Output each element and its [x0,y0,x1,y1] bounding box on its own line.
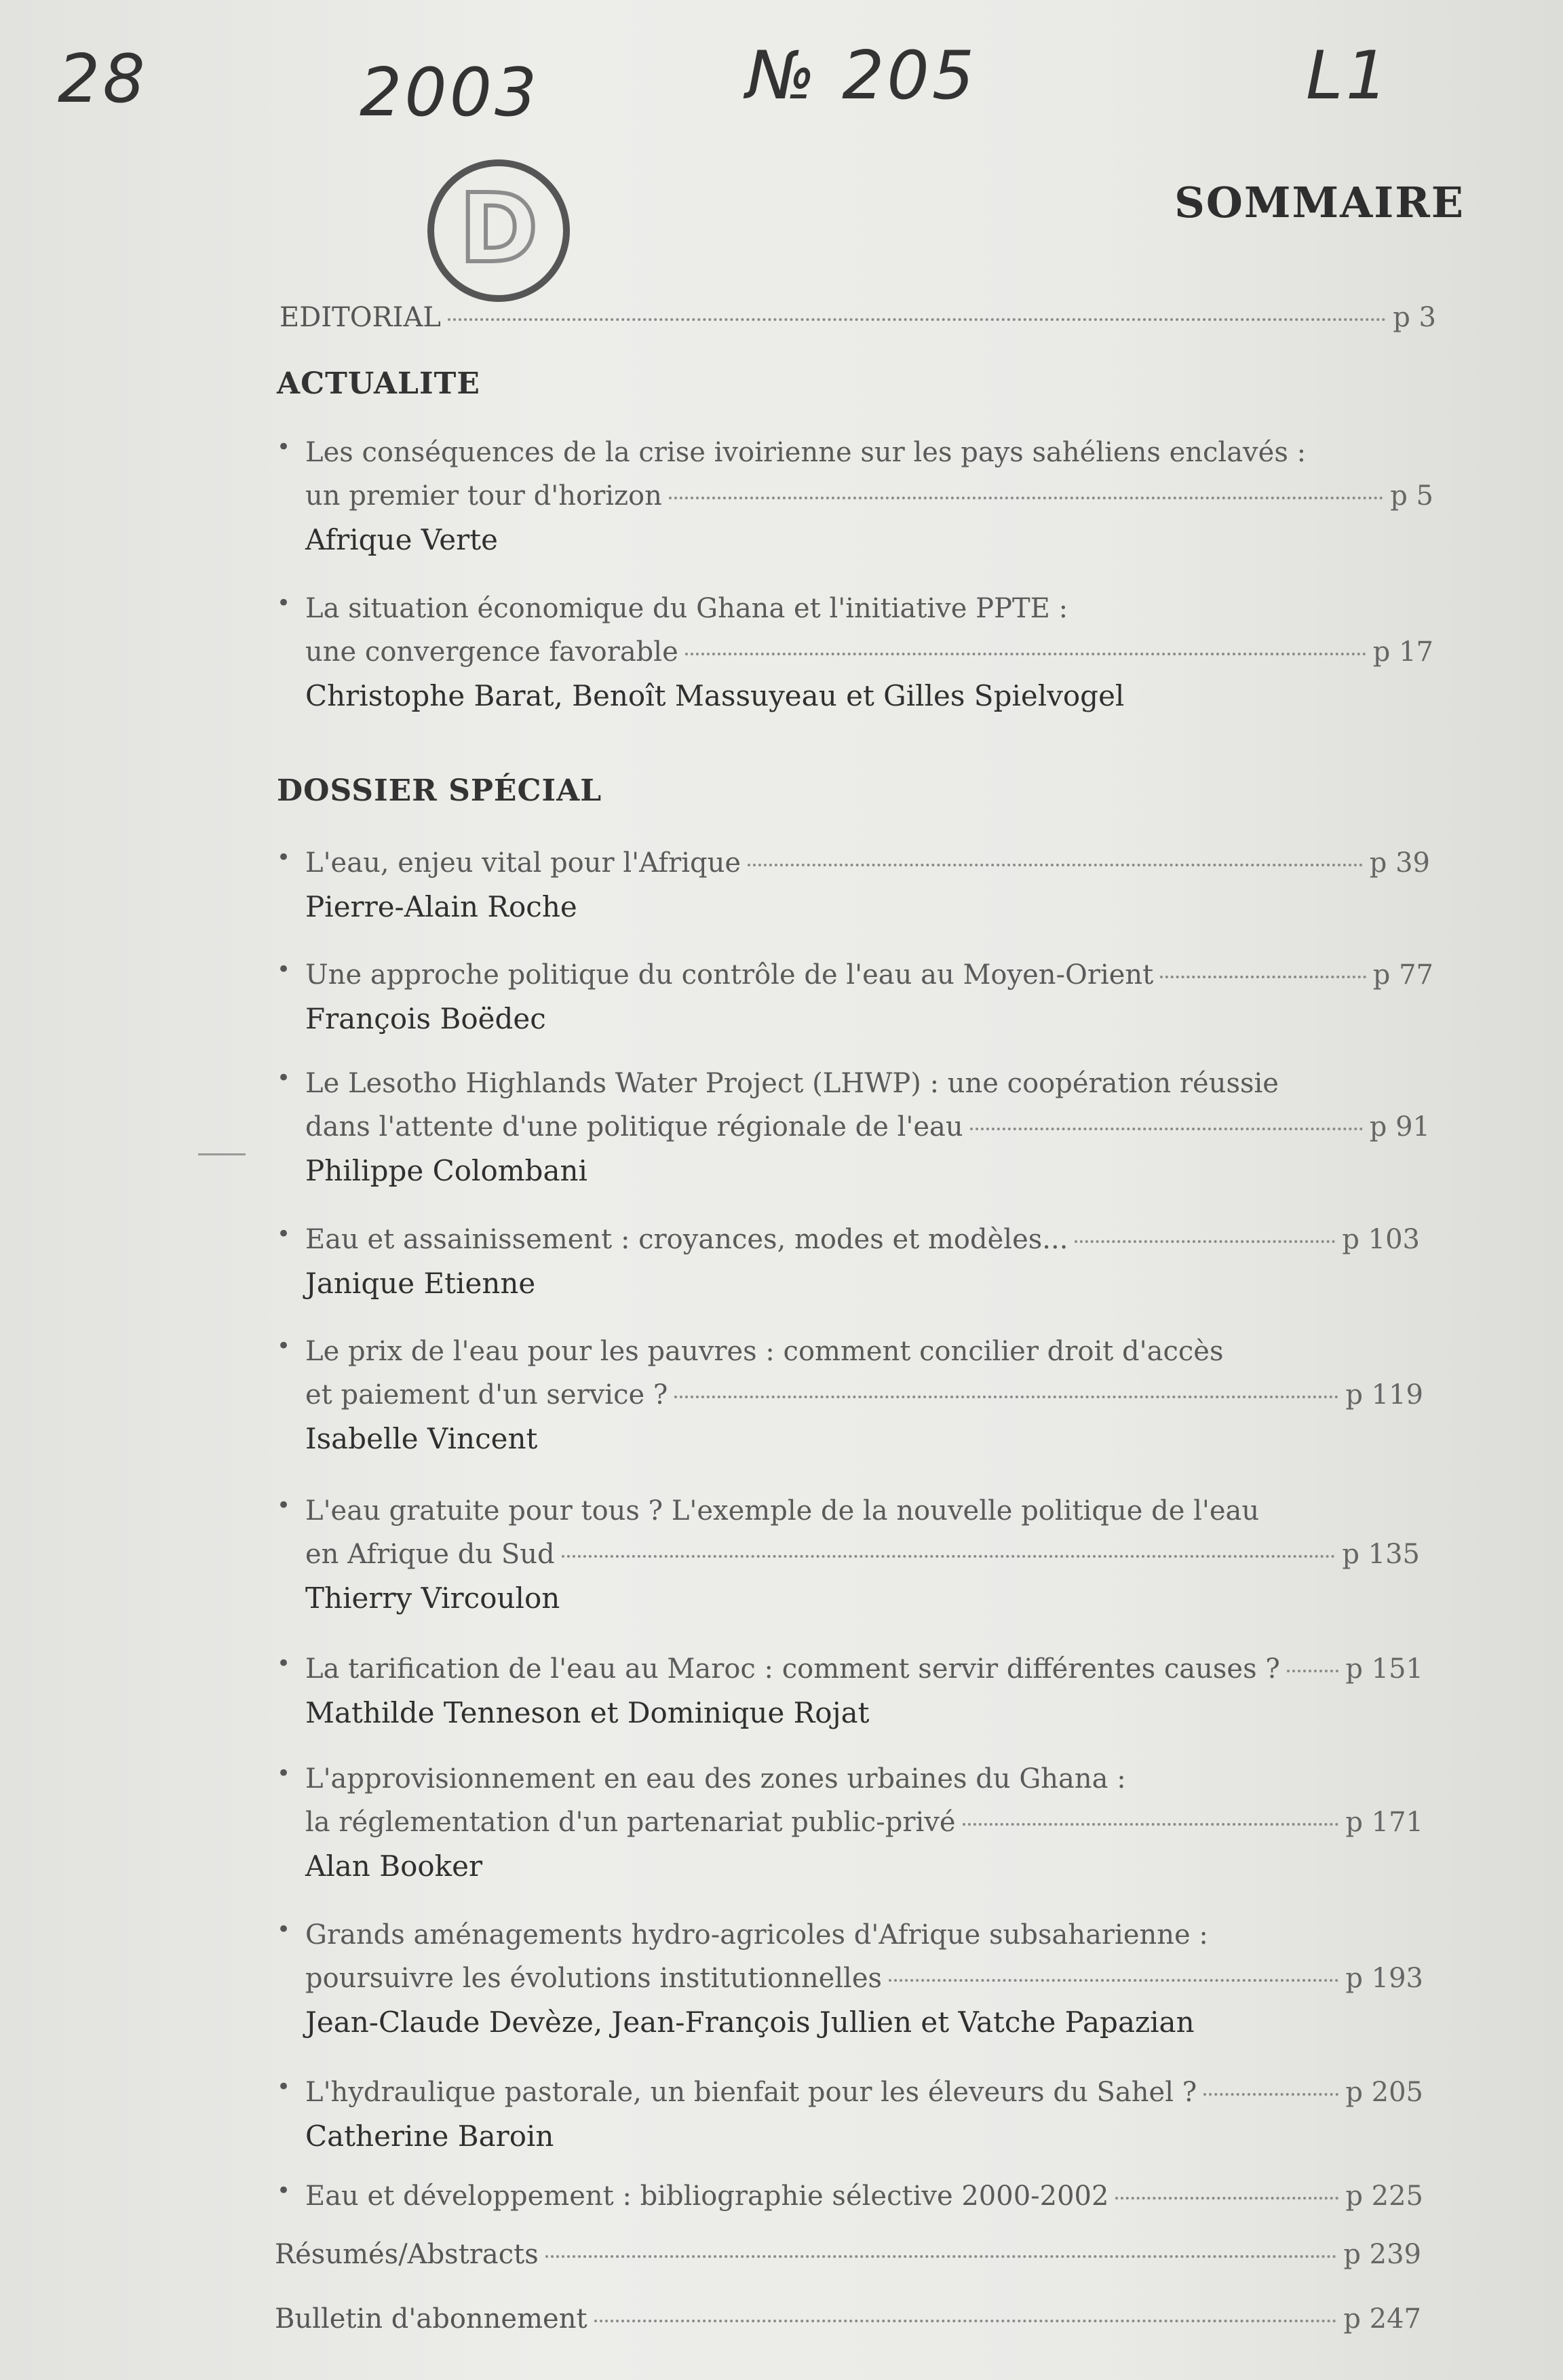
bullet-icon: • [277,1221,291,1248]
page-number: p 225 [1345,2181,1423,2212]
toc-entry[interactable] [277,1489,1420,1621]
toc-entry[interactable] [277,1913,1423,2045]
entry-title-line: Grands aménagements hydro-agricoles d'Afrique subsaharienne : [305,1919,1208,1951]
dot-leader [1287,1670,1339,1672]
page-title: SOMMAIRE [1174,178,1465,227]
bullet-icon: • [277,1760,291,1787]
entry-title-text: Eau et assainissement : croyances, modes et modèles... [305,1224,1068,1255]
dot-leader [1075,1240,1335,1243]
toc-entry[interactable] [277,1218,1420,1306]
entry-author: Alan Booker [305,1849,483,1883]
entry-title-line-with-page [277,630,1433,674]
entry-title-text: une convergence favorable [305,636,678,668]
toc-footer-entry[interactable] [275,2303,1421,2335]
section-heading-actualite: ACTUALITE [277,366,480,401]
entry-title-line-with-page [277,1533,1420,1576]
bullet-icon: • [277,2177,291,2204]
toc-label: Bulletin d'abonnement [275,2303,587,2335]
entry-title-text: Eau et développement : bibliographie sélective 2000-2002 [305,2181,1109,2212]
entry-title-line: L'approvisionnement en eau des zones urbaines du Ghana : [305,1763,1126,1794]
bullet-icon: • [277,1332,291,1360]
toc-footer-entry[interactable] [275,2239,1421,2270]
page-number: p 5 [1390,480,1433,512]
entry-author: Philippe Colombani [305,1154,587,1187]
dot-leader [963,1823,1339,1826]
entry-title-line-with-page [277,2071,1423,2114]
entry-title-line-with-page [277,1647,1423,1691]
entry-title-line: Le Lesotho Highlands Water Project (LHWP) : une coopération réussie [305,1068,1279,1099]
dot-leader [669,497,1383,499]
dot-leader [1160,976,1366,978]
toc-entry[interactable] [277,431,1433,562]
handwritten-shelf-mark: L1 [1306,37,1391,115]
entry-author: Janique Etienne [305,1267,536,1300]
toc-editorial[interactable] [279,302,1436,333]
page-number: p 17 [1372,636,1433,668]
entry-author: Catherine Baroin [305,2119,554,2153]
entry-title-text: poursuivre les évolutions institutionnelles [305,1963,883,1994]
handwritten-issue: № 205 [746,37,978,115]
stamp-letter: D [459,174,539,284]
entry-title-line: La situation économique du Ghana et l'initiative PPTE : [305,593,1068,624]
toc-entry[interactable] [277,1062,1430,1193]
bullet-icon: • [277,956,291,983]
entry-title-line: Les conséquences de la crise ivoirienne sur les pays sahéliens enclavés : [305,437,1307,468]
toc-entry[interactable] [277,587,1433,718]
library-stamp-icon [421,153,577,309]
entry-title-line-with-page [277,1218,1420,1261]
entry-title-line-with-page [277,1373,1423,1417]
dot-leader [562,1555,1336,1558]
entry-title-text: L'eau, enjeu vital pour l'Afrique [305,847,741,879]
toc-label: Résumés/Abstracts [275,2239,539,2270]
section-heading-dossier: DOSSIER SPÉCIAL [277,773,602,808]
page-number: p 205 [1345,2077,1423,2108]
page-number: p 193 [1345,1963,1423,1994]
entry-title-text: Une approche politique du contrôle de l'eau au Moyen-Orient [305,959,1154,991]
dot-leader [1115,2197,1338,2200]
entry-author: Jean-Claude Devèze, Jean-François Jullien et Vatche Papazian [305,2005,1195,2039]
dot-leader [748,864,1363,866]
page-number: p 135 [1342,1539,1420,1570]
toc-entry[interactable] [277,953,1433,1041]
entry-title-text: L'hydraulique pastorale, un bienfait pour les éleveurs du Sahel ? [305,2077,1197,2108]
bullet-icon: • [277,844,291,871]
toc-entry[interactable] [277,841,1430,929]
entry-title-line-with-page [277,474,1433,518]
toc-entry[interactable] [277,1330,1423,1461]
entry-title-text: en Afrique du Sud [305,1539,555,1570]
toc-label: EDITORIAL [279,302,441,333]
bullet-icon: • [277,1064,291,1092]
bullet-icon: • [277,1650,291,1677]
page-number: p 119 [1345,1379,1423,1410]
entry-title-text: dans l'attente d'une politique régionale de l'eau [305,1111,963,1143]
entry-title-line-with-page [277,841,1430,885]
margin-mark [198,1153,246,1155]
toc-entry[interactable] [277,2071,1423,2159]
entry-author: Mathilde Tenneson et Dominique Rojat [305,1696,870,1729]
entry-author: Thierry Vircoulon [305,1581,560,1615]
entry-title-line-with-page [277,2174,1423,2218]
entry-author: Christophe Barat, Benoît Massuyeau et Gilles Spielvogel [305,679,1125,712]
entry-title-line: L'eau gratuite pour tous ? L'exemple de la nouvelle politique de l'eau [305,1495,1260,1527]
toc-entry[interactable] [277,1647,1423,1735]
dot-leader [545,2255,1337,2258]
entry-title-line-with-page [277,1105,1430,1149]
entry-author: François Boëdec [305,1002,546,1035]
entry-title-text: un premier tour d'horizon [305,480,662,512]
entry-author: Pierre-Alain Roche [305,890,577,923]
handwritten-number: 28 [58,41,148,118]
bullet-icon: • [277,434,291,461]
dot-leader [889,1979,1338,1982]
bullet-icon: • [277,1492,291,1519]
entry-title-line-with-page [277,1957,1423,2000]
toc-entry[interactable] [277,2174,1423,2218]
toc-entry[interactable] [277,1757,1423,1889]
entry-title-text: La tarification de l'eau au Maroc : comment servir différentes causes ? [305,1653,1280,1685]
dot-leader [594,2320,1337,2322]
page-number: p 91 [1369,1111,1430,1143]
dot-leader [674,1396,1338,1398]
bullet-icon: • [277,2073,291,2100]
entry-author: Isabelle Vincent [305,1422,538,1455]
handwritten-year: 2003 [360,54,540,132]
dot-leader [1203,2093,1338,2096]
entry-title-text: la réglementation d'un partenariat public-privé [305,1807,956,1838]
bullet-icon: • [277,1916,291,1943]
dot-leader [970,1128,1363,1130]
dot-leader [685,653,1366,655]
page-number: p 39 [1369,847,1430,879]
entry-title-line: Le prix de l'eau pour les pauvres : comment concilier droit d'accès [305,1336,1224,1367]
page-number: p 171 [1345,1807,1423,1838]
entry-title-line-with-page [277,1801,1423,1844]
page-number: p 151 [1345,1653,1423,1685]
page-number: p 103 [1342,1224,1420,1255]
entry-title-text: et paiement d'un service ? [305,1379,668,1410]
entry-title-line-with-page [277,953,1433,997]
page-number: p 239 [1343,2239,1421,2270]
page-number: p 247 [1343,2303,1421,2335]
dot-leader [448,318,1386,321]
page-number: p 77 [1372,959,1433,991]
bullet-icon: • [277,590,291,617]
page-number: p 3 [1393,302,1436,333]
entry-author: Afrique Verte [305,523,498,556]
